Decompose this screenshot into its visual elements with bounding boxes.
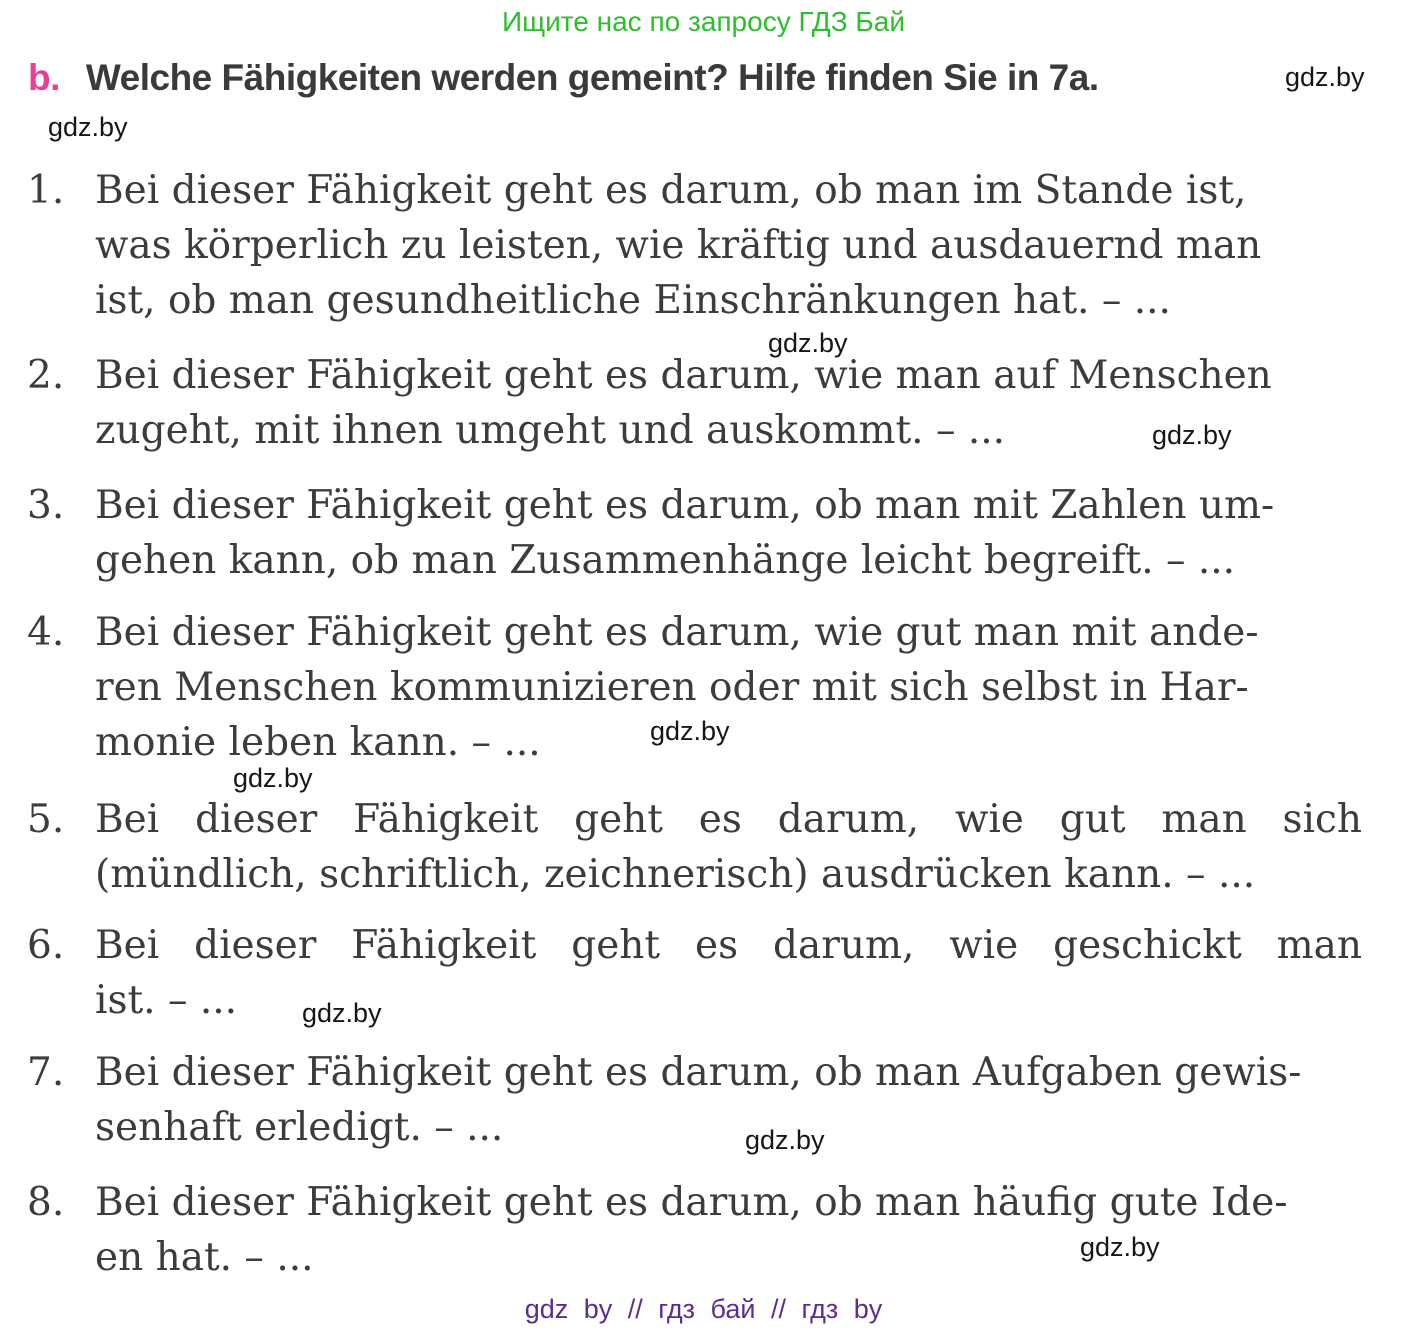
gdz-watermark: gdz.by bbox=[48, 112, 128, 142]
item-line: was körperlich zu leisten, wie kräftig und ausdauernd man bbox=[95, 223, 1262, 268]
item-line: ist, ob man gesundheitliche Einschränkungen hat. – ... bbox=[95, 278, 1171, 323]
item-line: gehen kann, ob man Zusammenhänge leicht begreift. – ... bbox=[95, 538, 1236, 583]
gdz-watermark: gdz.by bbox=[302, 998, 382, 1028]
item-number: 1. bbox=[27, 168, 65, 213]
item-number: 6. bbox=[27, 923, 65, 968]
gdz-watermark: gdz.by bbox=[233, 763, 313, 793]
page-banner: Ищите нас по запросу ГДЗ Бай bbox=[501, 6, 906, 37]
exercise-heading bbox=[28, 54, 1287, 102]
gdz-watermark: gdz.by bbox=[650, 716, 730, 746]
exercise-item-4 bbox=[25, 605, 1362, 770]
exercise-item-1 bbox=[25, 163, 1362, 328]
exercise-item-2 bbox=[25, 348, 1362, 458]
item-line: Bei dieser Fähigkeit geht es darum, ob man häufig gute Ide- bbox=[95, 1180, 1288, 1225]
page-footer: gdz by // гдз бай // гдз by bbox=[524, 1294, 883, 1324]
gdz-watermark: gdz.by bbox=[768, 328, 848, 358]
heading-text: Welche Fähigkeiten werden gemeint? Hilfe finden Sie in 7a. bbox=[85, 57, 1099, 98]
item-line: ist. – ... bbox=[95, 978, 238, 1023]
item-line: Bei dieser Fähigkeit geht es darum, wie geschickt man bbox=[95, 923, 1362, 968]
item-number: 5. bbox=[27, 797, 65, 842]
exercise-item-3 bbox=[25, 478, 1362, 588]
item-line: zugeht, mit ihnen umgeht und auskommt. – ... bbox=[95, 408, 1006, 453]
gdz-watermark: gdz.by bbox=[745, 1125, 825, 1155]
item-line: senhaft erledigt. – ... bbox=[95, 1105, 504, 1150]
exercise-item-8 bbox=[25, 1175, 1362, 1285]
item-line: Bei dieser Fähigkeit geht es darum, wie gut man mit ande- bbox=[95, 610, 1259, 655]
exercise-item-6 bbox=[25, 918, 1362, 1028]
item-line: Bei dieser Fähigkeit geht es darum, ob man im Stande ist, bbox=[95, 168, 1247, 213]
gdz-watermark: gdz.by bbox=[1152, 420, 1232, 450]
item-number: 3. bbox=[27, 483, 65, 528]
exercise-item-7 bbox=[25, 1045, 1362, 1155]
gdz-watermark: gdz.by bbox=[1285, 62, 1365, 92]
item-number: 4. bbox=[27, 610, 65, 655]
item-line: en hat. – ... bbox=[95, 1235, 314, 1280]
gdz-watermark: gdz.by bbox=[1080, 1232, 1160, 1262]
heading-label: b. bbox=[28, 57, 60, 98]
item-line: Bei dieser Fähigkeit geht es darum, ob man mit Zahlen um- bbox=[95, 483, 1275, 528]
item-number: 7. bbox=[27, 1050, 65, 1095]
item-line: monie leben kann. – ... bbox=[95, 720, 541, 765]
item-number: 8. bbox=[27, 1180, 65, 1225]
item-line: (mündlich, schriftlich, zeichnerisch) ausdrücken kann. – ... bbox=[95, 852, 1256, 897]
item-line: Bei dieser Fähigkeit geht es darum, wie man auf Menschen bbox=[95, 353, 1272, 398]
item-number: 2. bbox=[27, 353, 65, 398]
item-line: Bei dieser Fähigkeit geht es darum, ob man Aufgaben gewis- bbox=[95, 1050, 1302, 1095]
item-line: Bei dieser Fähigkeit geht es darum, wie gut man sich bbox=[95, 797, 1362, 842]
item-line: ren Menschen kommunizieren oder mit sich selbst in Har- bbox=[95, 665, 1249, 710]
exercise-item-5 bbox=[25, 792, 1362, 902]
